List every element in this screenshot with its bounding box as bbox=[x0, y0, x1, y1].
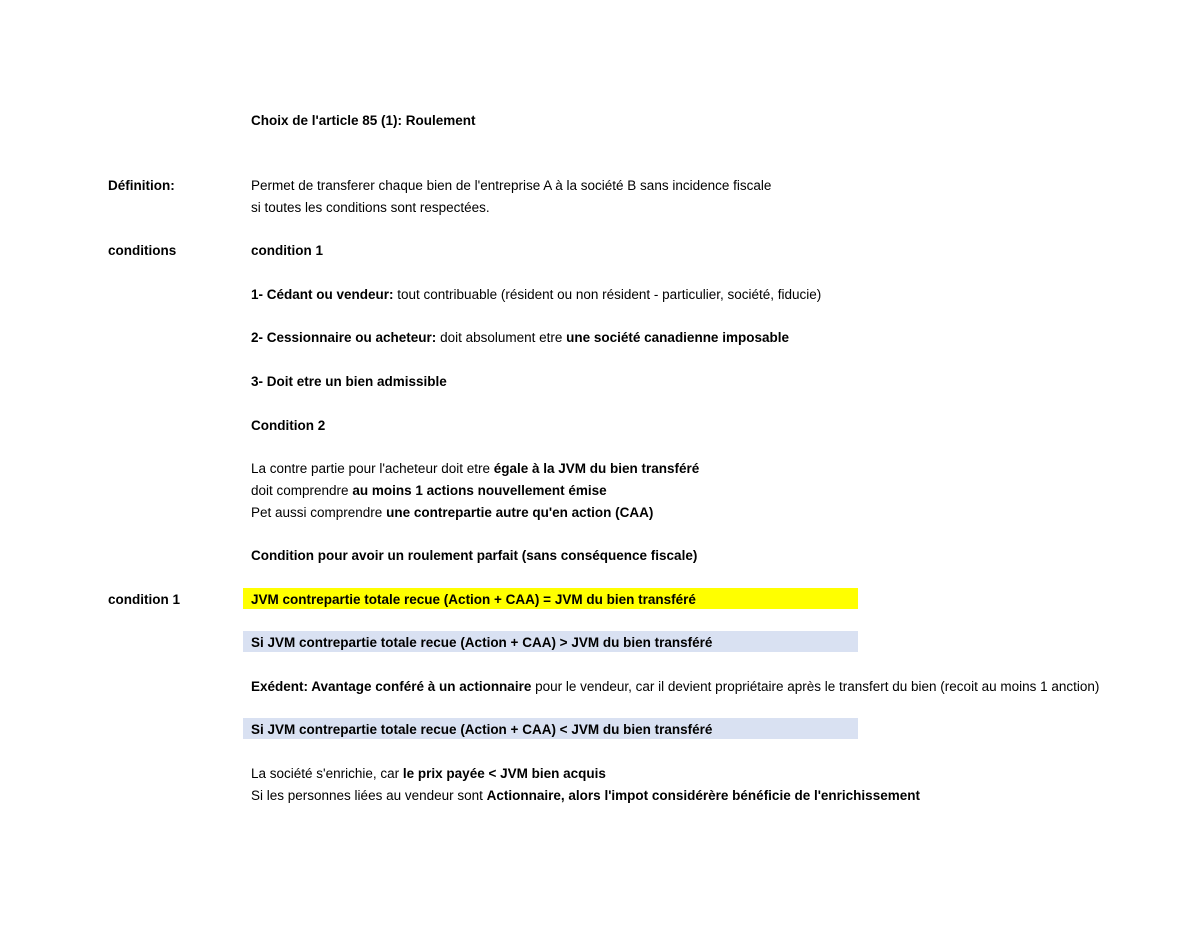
enrichissement-line-1 bbox=[251, 765, 606, 783]
condition-bien-admissible: 3- Doit etre un bien admissible bbox=[251, 374, 447, 389]
enrichissement-line-1-bold: le prix payée < JVM bien acquis bbox=[402, 766, 606, 781]
excedent-text: pour le vendeur, car il devient propriétaire après le transfert du bien (recoit au moins 1 anction) bbox=[531, 679, 1100, 694]
condition-cessionnaire bbox=[251, 329, 789, 347]
definition-label: Définition: bbox=[108, 178, 175, 193]
definition-line-2: si toutes les conditions sont respectées. bbox=[251, 200, 490, 215]
definition-line-1: Permet de transferer chaque bien de l'entreprise A à la société B sans incidence fiscale bbox=[251, 178, 772, 193]
excedent-bold: Avantage conféré à un actionnaire bbox=[308, 679, 532, 694]
enrichissement-line-2-bold: Actionnaire, alors l'impot considérère bénéficie de l'enrichissement bbox=[486, 788, 920, 803]
enrichissement-line-1-text: La société s'enrichie, car bbox=[251, 766, 403, 781]
contrepartie-line-2-bold: au moins 1 actions nouvellement émise bbox=[352, 483, 607, 498]
roulement-parfait-heading: Condition pour avoir un roulement parfait (sans conséquence fiscale) bbox=[251, 548, 698, 563]
excedent-line bbox=[251, 678, 1099, 696]
condition-cedant-text: tout contribuable (résident ou non résident - particulier, société, fiducie) bbox=[393, 287, 822, 302]
contrepartie-line-2-text: doit comprendre bbox=[251, 483, 353, 498]
condition-cedant bbox=[251, 286, 821, 304]
excedent-label: Exédent: bbox=[251, 679, 309, 694]
condition-cessionnaire-bold: 2- Cessionnaire ou acheteur: bbox=[251, 330, 437, 345]
condition-1-label: condition 1 bbox=[108, 592, 180, 607]
conditions-label: conditions bbox=[108, 243, 177, 258]
condition-cessionnaire-text: doit absolument etre bbox=[436, 330, 567, 345]
contrepartie-line-1-text: La contre partie pour l'acheteur doit etre bbox=[251, 461, 494, 476]
contrepartie-line-3 bbox=[251, 504, 653, 522]
page-title: Choix de l'article 85 (1): Roulement bbox=[251, 113, 476, 128]
greater-than-line: Si JVM contrepartie totale recue (Action + CAA) > JVM du bien transféré bbox=[251, 635, 713, 650]
condition-2-heading: Condition 2 bbox=[251, 418, 326, 433]
enrichissement-line-2 bbox=[251, 787, 920, 805]
condition-1-heading: condition 1 bbox=[251, 243, 323, 258]
contrepartie-line-3-bold: une contrepartie autre qu'en action (CAA) bbox=[386, 505, 654, 520]
contrepartie-line-3-text: Pet aussi comprendre bbox=[251, 505, 387, 520]
equality-line: JVM contrepartie totale recue (Action + CAA) = JVM du bien transféré bbox=[251, 592, 696, 607]
contrepartie-line-2 bbox=[251, 482, 607, 500]
less-than-line: Si JVM contrepartie totale recue (Action + CAA) < JVM du bien transféré bbox=[251, 722, 713, 737]
condition-cedant-bold: 1- Cédant ou vendeur: bbox=[251, 287, 394, 302]
condition-cessionnaire-bold-2: une société canadienne imposable bbox=[566, 330, 789, 345]
enrichissement-line-2-text: Si les personnes liées au vendeur sont bbox=[251, 788, 487, 803]
contrepartie-line-1-bold: égale à la JVM du bien transféré bbox=[493, 461, 700, 476]
contrepartie-line-1 bbox=[251, 460, 699, 478]
